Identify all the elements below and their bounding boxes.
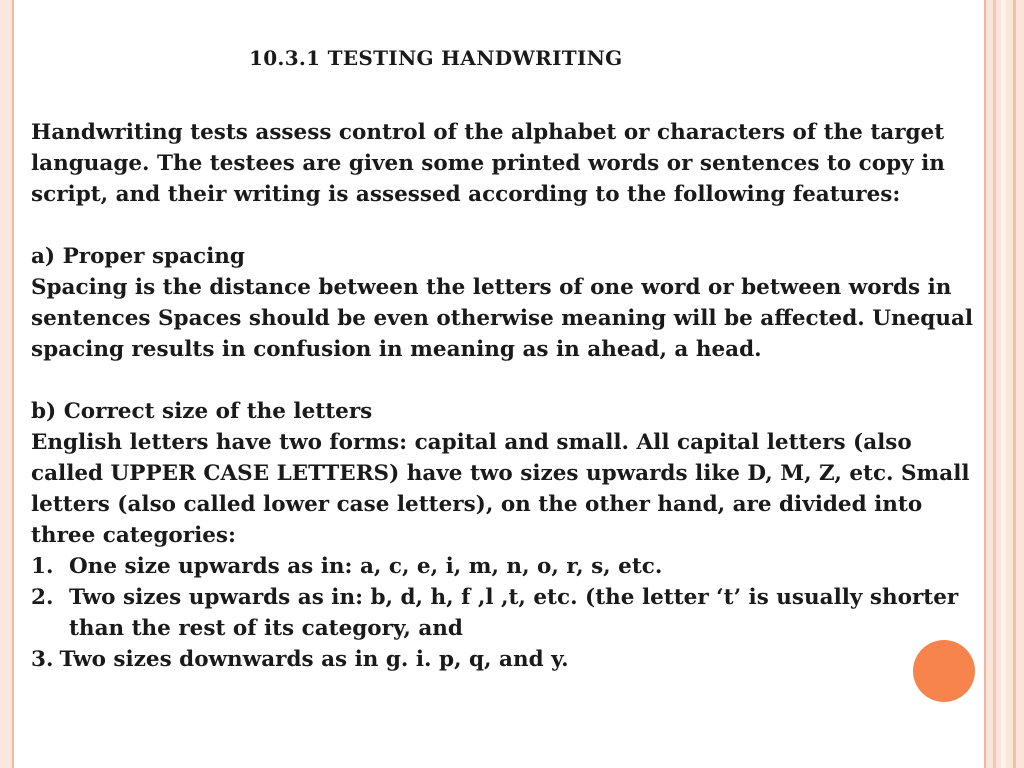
list-number: 2. <box>31 585 54 610</box>
slide-frame-right-line <box>993 0 996 768</box>
list-item <box>31 644 976 675</box>
list-text: One size upwards as in: a, c, e, i, m, n, o, r, s, etc. <box>69 554 663 579</box>
slide-frame-right-line <box>1013 0 1016 768</box>
slide-frame-right-line <box>1001 0 1006 768</box>
section-b-heading: b) Correct size of the letters <box>31 399 373 424</box>
intro-paragraph: Handwriting tests assess control of the alphabet or characters of the target language. The testees are given some printed words or sentences to copy in script, and their writing is assessed according to the following features: <box>31 120 945 207</box>
list-number: 1. <box>31 554 54 579</box>
list-text: Two sizes upwards as in: b, d, h, f ,l ,t, etc. (the letter ‘t’ is usually shorter than the rest of its category, and <box>69 585 959 641</box>
slide-frame-left-line <box>12 0 14 768</box>
list-number: 3. <box>31 647 54 672</box>
list-item <box>31 582 976 644</box>
decorative-circle <box>913 640 975 702</box>
spacer <box>31 365 976 396</box>
section-a-body: Spacing is the distance between the letters of one word or between words in sentences Spaces should be even otherwise meaning will be affected. Unequal spacing results in confusion in meaning as in ahead, a head. <box>31 275 974 362</box>
slide-title: 10.3.1 TESTING HANDWRITING <box>249 46 623 70</box>
list-item <box>31 551 976 582</box>
section-a-heading: a) Proper spacing <box>31 244 245 269</box>
section-b-body: English letters have two forms: capital and small. All capital letters (also called UPPER CASE LETTERS) have two sizes upwards like D, M, Z, etc. Small letters (also called lower case letters), on the other hand, are divided into three categories: <box>31 430 970 548</box>
slide-frame-right-line <box>984 0 986 768</box>
slide-content <box>31 117 976 675</box>
spacer <box>31 210 976 241</box>
list-text: Two sizes downwards as in g. i. p, q, and y. <box>59 647 569 672</box>
